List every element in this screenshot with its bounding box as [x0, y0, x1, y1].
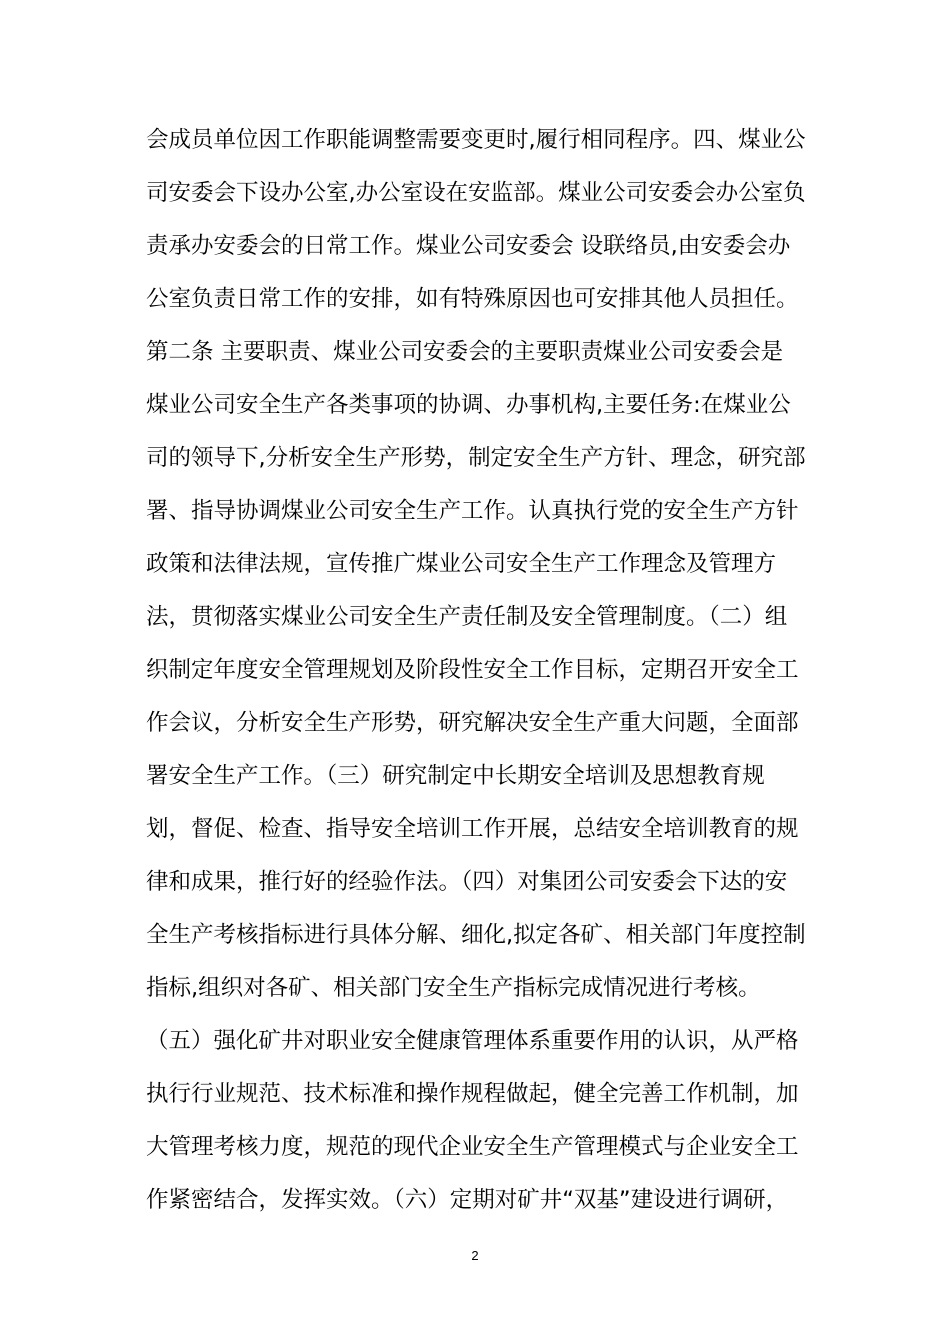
text-line: 指标,组织对各矿、相关部门安全生产指标完成情况进行考核。: [146, 975, 761, 1001]
text-line: 责承办安委会的日常工作。煤业公司安委会 设联络员,由安委会办: [146, 233, 791, 259]
text-line: 法，贯彻落实煤业公司安全生产责任制及安全管理制度。（二）组: [146, 604, 788, 630]
text-line: 司的领导下,分析安全生产形势，制定安全生产方针、理念，研究部: [146, 445, 806, 471]
text-line: 政策和法律法规，宣传推广煤业公司安全生产工作理念及管理方: [146, 551, 777, 577]
text-line: 执行行业规范、技术标准和操作规程做起，健全完善工作机制，加: [146, 1081, 799, 1107]
text-line: 署安全生产工作。（三）研究制定中长期安全培训及思想教育规: [146, 763, 765, 789]
text-line: 署、指导协调煤业公司安全生产工作。认真执行党的安全生产方针: [146, 498, 799, 524]
text-line: 煤业公司安全生产各类事项的协调、办事机构,主要任务:在煤业公: [146, 392, 791, 418]
text-line: 第二条 主要职责、煤业公司安委会的主要职责煤业公司安委会是: [146, 339, 784, 365]
text-line: 全生产考核指标进行具体分解、细化,拟定各矿、相关部门年度控制: [146, 922, 806, 948]
text-line: 公室负责日常工作的安排，如有特殊原因也可安排其他人员担任。: [146, 286, 799, 312]
text-line: 作紧密结合，发挥实效。（六）定期对矿井“双基”建设进行调研，: [146, 1187, 789, 1213]
body-text: [146, 122, 806, 1235]
text-line: 大管理考核力度，规范的现代企业安全生产管理模式与企业安全工: [146, 1134, 799, 1160]
text-line: 律和成果，推行好的经验作法。（四）对集团公司安委会下达的安: [146, 869, 788, 895]
text-line: 会成员单位因工作职能调整需要变更时,履行相同程序。四、煤业公: [146, 127, 806, 153]
text-line: 划，督促、检查、指导安全培训工作开展，总结安全培训教育的规: [146, 816, 799, 842]
page-number: 2: [471, 1248, 479, 1263]
text-line: 作会议，分析安全生产形势，研究解决安全生产重大问题，全面部: [146, 710, 799, 736]
text-line: 织制定年度安全管理规划及阶段性安全工作目标，定期召开安全工: [146, 657, 799, 683]
text-line: 司安委会下设办公室,办公室设在安监部。煤业公司安委会办公室负: [146, 180, 806, 206]
text-line: （五）强化矿井对职业安全健康管理体系重要作用的认识，从严格: [146, 1028, 799, 1054]
